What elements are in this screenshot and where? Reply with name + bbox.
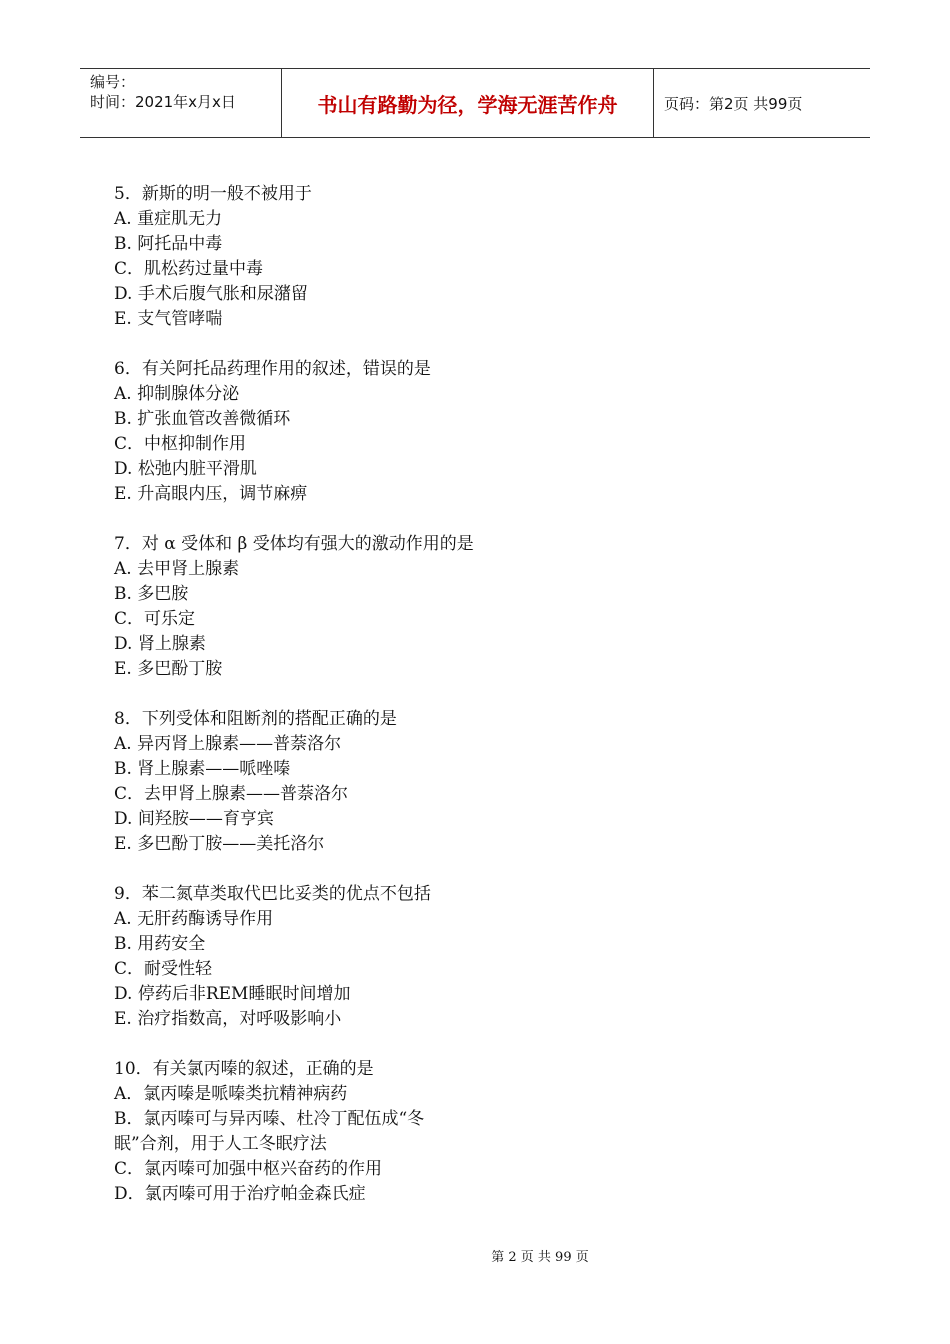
- answer-option: B．氯丙嗪可与异丙嗪、杜冷丁配伍成“冬: [114, 1109, 425, 1129]
- answer-option: D. 间羟胺——育亨宾: [114, 809, 274, 829]
- answer-option: D．氯丙嗪可用于治疗帕金森氏症: [114, 1184, 366, 1204]
- question-block: [114, 882, 814, 1032]
- answer-option: A. 抑制腺体分泌: [114, 384, 240, 404]
- question-block: [114, 357, 814, 507]
- answer-option: E. 多巴酚丁胺: [114, 659, 223, 679]
- answer-option: C．肌松药过量中毒: [114, 259, 264, 279]
- header-info-cell: [80, 69, 282, 137]
- question-block: [114, 182, 814, 332]
- answer-option: B. 扩张血管改善微循环: [114, 409, 291, 429]
- page-header: [80, 68, 870, 138]
- question-stem: 9．苯二氮草类取代巴比妥类的优点不包括: [114, 884, 431, 904]
- answer-option: D. 手术后腹气胀和尿潴留: [114, 284, 308, 304]
- question-block: [114, 1057, 814, 1207]
- page-footer: 第 2 页 共 99 页: [491, 1250, 589, 1265]
- question-stem: 6．有关阿托品药理作用的叙述，错误的是: [114, 359, 431, 379]
- answer-option: B. 多巴胺: [114, 584, 189, 604]
- answer-option: A. 重症肌无力: [114, 209, 223, 229]
- answer-option: C．中枢抑制作用: [114, 434, 247, 454]
- answer-option: C．去甲肾上腺素——普萘洛尔: [114, 784, 349, 804]
- answer-option: C．耐受性轻: [114, 959, 213, 979]
- answer-option: 眠”合剂，用于人工冬眠疗法: [114, 1134, 327, 1154]
- answer-option: B. 用药安全: [114, 934, 206, 954]
- question-stem: 10．有关氯丙嗪的叙述，正确的是: [114, 1059, 374, 1079]
- answer-option: C．氯丙嗪可加强中枢兴奋药的作用: [114, 1159, 383, 1179]
- answer-option: E. 升高眼内压，调节麻痹: [114, 484, 308, 504]
- answer-option: B. 阿托品中毒: [114, 234, 223, 254]
- answer-option: D. 停药后非REM睡眠时间增加: [114, 984, 351, 1004]
- answer-option: A. 异丙肾上腺素——普萘洛尔: [114, 734, 342, 754]
- answer-option: C．可乐定: [114, 609, 196, 629]
- header-page-code: 页码：第2页 共99页: [664, 94, 803, 113]
- question-block: [114, 707, 814, 857]
- answer-option: A．氯丙嗪是哌嗪类抗精神病药: [114, 1084, 348, 1104]
- question-block: [114, 532, 814, 682]
- answer-option: A. 无肝药酶诱导作用: [114, 909, 274, 929]
- answer-option: D. 肾上腺素: [114, 634, 206, 654]
- question-stem: 8．下列受体和阻断剂的搭配正确的是: [114, 709, 397, 729]
- question-stem: 7．对 α 受体和 β 受体均有强大的激动作用的是: [114, 534, 474, 554]
- header-motto: 书山有路勤为径，学海无涯苦作舟: [282, 69, 654, 137]
- answer-option: E. 支气管哮喘: [114, 309, 223, 329]
- question-stem: 5．新斯的明一般不被用于: [114, 184, 312, 204]
- answer-option: D. 松弛内脏平滑肌: [114, 459, 257, 479]
- answer-option: E. 多巴酚丁胺——美托洛尔: [114, 834, 325, 854]
- answer-option: E. 治疗指数高，对呼吸影响小: [114, 1009, 342, 1029]
- document-time-label: 时间：2021年x月x日: [90, 93, 236, 111]
- document-number-label: 编号：: [90, 73, 136, 91]
- answer-option: B. 肾上腺素——哌唑嗪: [114, 759, 291, 779]
- answer-option: A. 去甲肾上腺素: [114, 559, 240, 579]
- question-list: [114, 182, 814, 1232]
